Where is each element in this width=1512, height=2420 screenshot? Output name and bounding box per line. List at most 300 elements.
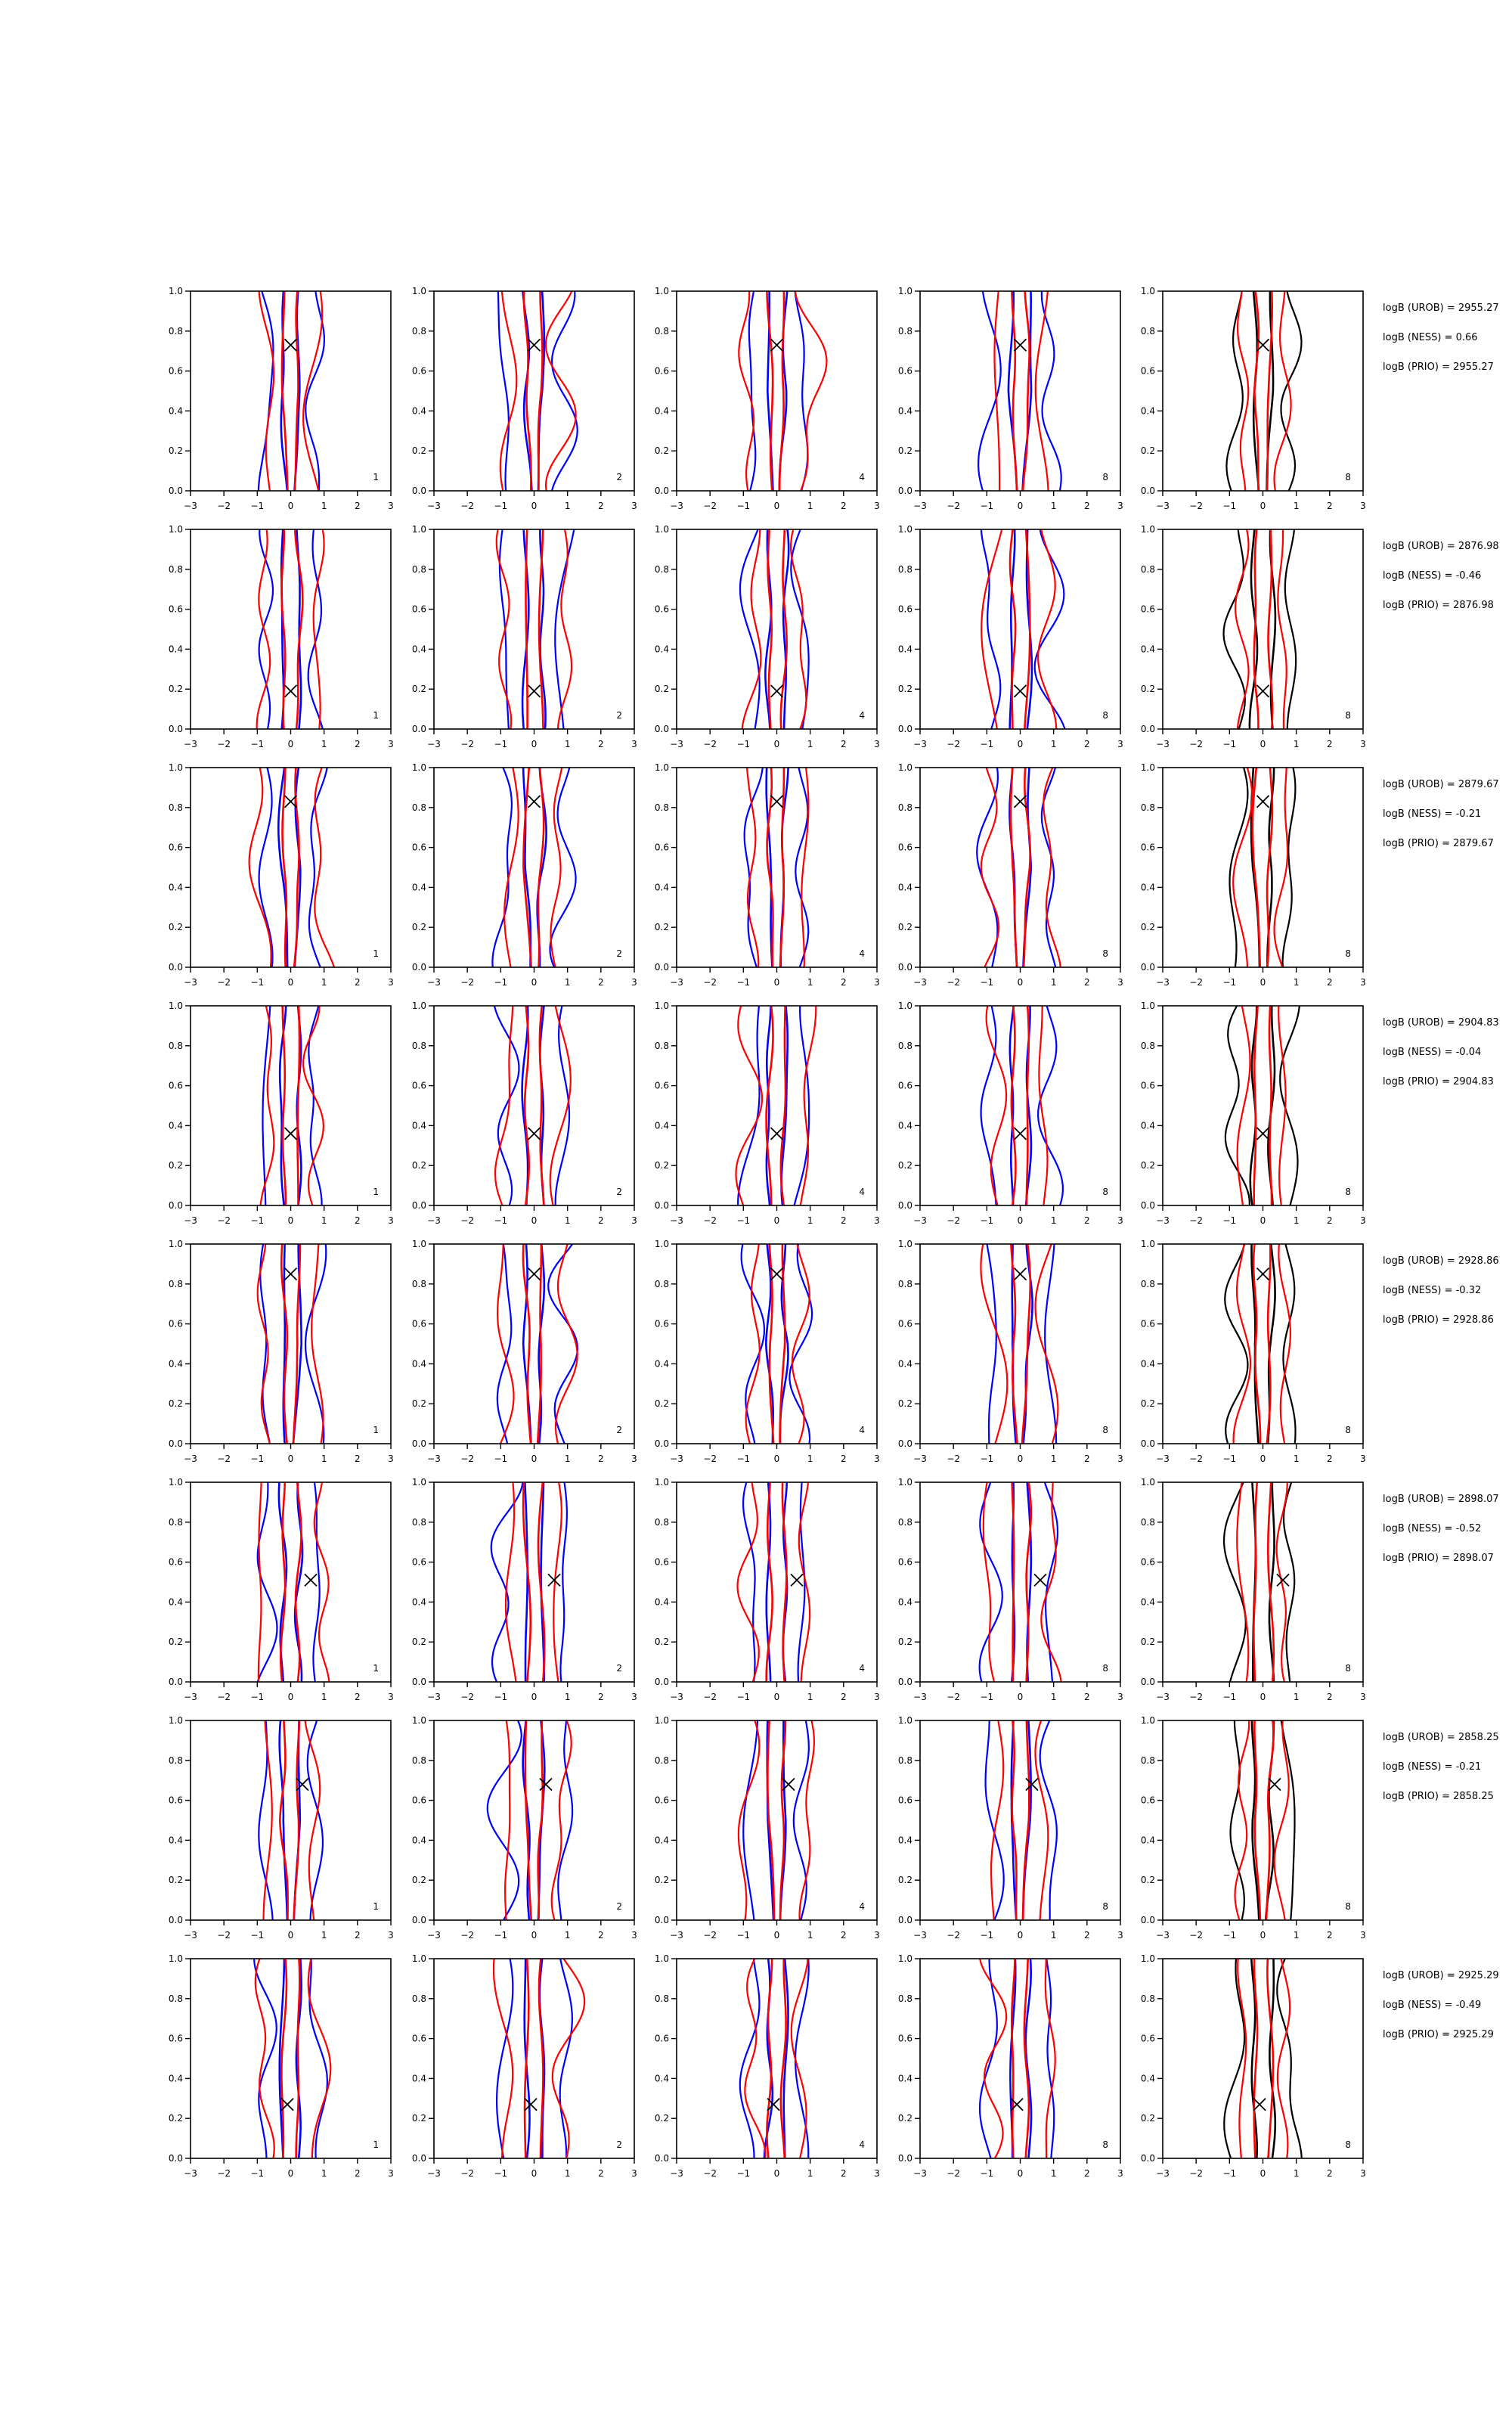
x-tick-label: 2 bbox=[598, 501, 604, 511]
x-tick-label: 0 bbox=[1259, 1930, 1266, 1941]
y-tick-label: 0.8 bbox=[1140, 325, 1155, 337]
y-tick-label: 1.0 bbox=[411, 762, 426, 773]
black-contour-2 bbox=[1225, 986, 1300, 1226]
panel-label: 4 bbox=[859, 710, 865, 721]
x-tick-label: 1 bbox=[807, 1930, 813, 1941]
y-tick-label: 0.0 bbox=[1140, 1200, 1155, 1211]
x-tick-label: −3 bbox=[1156, 1692, 1170, 1702]
y-tick-label: 0.8 bbox=[168, 1040, 183, 1051]
x-tick-label: 1 bbox=[321, 1930, 327, 1941]
x-tick-label: −3 bbox=[1156, 2168, 1170, 2179]
y-tick-label: 0.6 bbox=[411, 1318, 426, 1329]
contour-lines bbox=[493, 986, 571, 1226]
y-tick-label: 0.0 bbox=[411, 724, 426, 734]
y-tick-label: 0.0 bbox=[1140, 1677, 1155, 1687]
blue-contour-2 bbox=[263, 986, 322, 1226]
red-contour-2 bbox=[979, 748, 1061, 988]
x-tick-label: −3 bbox=[670, 1215, 683, 1226]
y-tick-label: 0.4 bbox=[1140, 1358, 1155, 1370]
x-tick-label: 2 bbox=[841, 1930, 847, 1941]
axes-frame bbox=[434, 1482, 634, 1682]
panel-label: 1 bbox=[373, 1425, 379, 1435]
axes-frame bbox=[1163, 1006, 1363, 1205]
x-tick-label: 1 bbox=[1050, 977, 1057, 988]
y-tick-label: 0.8 bbox=[168, 563, 183, 575]
y-tick-label: 1.0 bbox=[654, 286, 669, 296]
x-tick-label: 2 bbox=[355, 1930, 361, 1941]
y-tick-label: 0.2 bbox=[168, 1160, 183, 1171]
x-tick-label: 0 bbox=[1017, 977, 1024, 988]
panel-r5-c5 bbox=[1141, 1224, 1366, 1464]
x-tick-label: −3 bbox=[670, 977, 683, 988]
y-tick-label: 0.6 bbox=[168, 1795, 183, 1806]
y-tick-label: 0.4 bbox=[411, 882, 426, 893]
y-tick-label: 1.0 bbox=[1140, 1477, 1155, 1488]
x-marker bbox=[771, 1128, 783, 1140]
blue-contour-2 bbox=[254, 1939, 327, 2179]
y-tick-label: 0.6 bbox=[168, 1318, 183, 1329]
y-tick-label: 0.6 bbox=[654, 365, 669, 377]
y-tick-label: 0.4 bbox=[411, 1358, 426, 1370]
x-tick-label: 3 bbox=[388, 1930, 394, 1941]
panel-label: 2 bbox=[616, 948, 622, 959]
x-marker bbox=[1257, 685, 1269, 697]
x-tick-label: 0 bbox=[287, 1215, 294, 1226]
y-tick-label: 0.8 bbox=[411, 1754, 426, 1766]
x-tick-label: −3 bbox=[913, 739, 927, 749]
x-tick-label: 2 bbox=[1327, 739, 1333, 749]
y-tick-label: 0.2 bbox=[1140, 1875, 1155, 1886]
x-tick-label: 3 bbox=[1117, 739, 1123, 749]
y-tick-label: 0.6 bbox=[411, 603, 426, 615]
y-tick-label: 0.0 bbox=[897, 2153, 912, 2164]
y-tick-label: 0.2 bbox=[654, 922, 669, 933]
y-tick-label: 0.2 bbox=[654, 1875, 669, 1886]
y-tick-label: 0.4 bbox=[411, 644, 426, 655]
y-tick-label: 0.2 bbox=[411, 1160, 426, 1171]
axes-frame bbox=[677, 1959, 877, 2158]
y-tick-label: 1.0 bbox=[411, 1001, 426, 1011]
x-tick-label: 0 bbox=[1017, 2168, 1024, 2179]
x-tick-label: 0 bbox=[773, 1454, 780, 1464]
y-tick-label: 0.0 bbox=[1140, 1438, 1155, 1449]
x-marker bbox=[1034, 1574, 1046, 1586]
y-tick-label: 0.4 bbox=[168, 644, 183, 655]
y-tick-label: 0.0 bbox=[168, 2153, 183, 2164]
x-tick-label: −1 bbox=[980, 1692, 994, 1702]
panel-label: 8 bbox=[1102, 948, 1108, 959]
panel-label: 4 bbox=[859, 1187, 865, 1197]
x-tick-label: −1 bbox=[494, 501, 508, 511]
x-tick-label: −1 bbox=[736, 739, 751, 749]
x-tick-label: 1 bbox=[564, 977, 571, 988]
y-tick-label: 0.8 bbox=[411, 1516, 426, 1528]
y-tick-label: 0.8 bbox=[411, 1993, 426, 2004]
x-tick-label: 1 bbox=[1050, 501, 1057, 511]
y-tick-label: 1.0 bbox=[168, 1477, 183, 1488]
x-tick-label: 3 bbox=[1117, 2168, 1123, 2179]
y-tick-label: 0.4 bbox=[1140, 405, 1155, 417]
panel-r6-c4 bbox=[898, 1463, 1123, 1702]
x-tick-label: −2 bbox=[703, 1692, 717, 1702]
panel-r4-c2 bbox=[412, 986, 637, 1226]
panel-r4-c4 bbox=[898, 986, 1123, 1226]
contour-lines bbox=[740, 1939, 809, 2179]
y-tick-label: 0.4 bbox=[654, 1120, 669, 1131]
y-tick-label: 0.2 bbox=[897, 445, 912, 457]
panel-label: 4 bbox=[859, 948, 865, 959]
y-tick-label: 0.0 bbox=[168, 962, 183, 973]
x-tick-label: 0 bbox=[287, 501, 294, 511]
x-tick-label: 1 bbox=[321, 1215, 327, 1226]
x-tick-label: 0 bbox=[531, 1454, 538, 1464]
x-tick-label: −2 bbox=[460, 1930, 475, 1941]
y-tick-label: 0.4 bbox=[168, 1358, 183, 1370]
x-tick-label: −3 bbox=[184, 1215, 197, 1226]
black-contour-2 bbox=[1231, 1701, 1295, 1941]
logb-annotation: logB (NESS) = -0.04 bbox=[1383, 1047, 1482, 1058]
x-marker bbox=[1015, 796, 1027, 808]
x-tick-label: −2 bbox=[460, 739, 475, 749]
panel-r8-c3 bbox=[655, 1939, 880, 2179]
y-tick-label: 0.0 bbox=[168, 1438, 183, 1449]
panel-r2-c3 bbox=[655, 510, 880, 749]
y-tick-label: 0.2 bbox=[1140, 2113, 1155, 2124]
y-tick-label: 1.0 bbox=[168, 1239, 183, 1249]
logb-annotation: logB (UROB) = 2898.07 bbox=[1383, 1494, 1499, 1505]
x-tick-label: −1 bbox=[980, 501, 994, 511]
y-tick-label: 0.8 bbox=[411, 325, 426, 337]
x-tick-label: −1 bbox=[980, 739, 994, 749]
black-contour-2 bbox=[1224, 510, 1297, 749]
y-tick-label: 0.0 bbox=[654, 724, 669, 734]
y-tick-label: 0.8 bbox=[168, 1516, 183, 1528]
x-marker bbox=[296, 1778, 308, 1790]
x-tick-label: −3 bbox=[1156, 1930, 1170, 1941]
x-tick-label: −2 bbox=[1189, 1454, 1204, 1464]
x-tick-label: 0 bbox=[773, 1692, 780, 1702]
y-tick-label: 1.0 bbox=[1140, 286, 1155, 296]
y-tick-label: 0.8 bbox=[1140, 1516, 1155, 1528]
y-tick-label: 0.4 bbox=[897, 644, 912, 655]
y-tick-label: 0.2 bbox=[654, 445, 669, 457]
y-tick-label: 0.4 bbox=[897, 1835, 912, 1846]
axes-frame bbox=[434, 1959, 634, 2158]
y-tick-label: 0.6 bbox=[654, 2033, 669, 2044]
x-tick-label: −3 bbox=[184, 2168, 197, 2179]
contour-lines bbox=[979, 1939, 1055, 2179]
y-tick-label: 0.2 bbox=[411, 2113, 426, 2124]
y-tick-label: 0.8 bbox=[654, 1278, 669, 1289]
x-tick-label: −1 bbox=[494, 2168, 508, 2179]
contour-lines bbox=[1230, 748, 1296, 988]
y-tick-label: 0.6 bbox=[1140, 603, 1155, 615]
x-marker bbox=[1015, 1268, 1027, 1280]
x-tick-label: −1 bbox=[736, 2168, 751, 2179]
x-tick-label: −1 bbox=[980, 1215, 994, 1226]
logb-annotation: logB (NESS) = -0.46 bbox=[1383, 570, 1482, 582]
y-tick-label: 0.2 bbox=[654, 1160, 669, 1171]
x-marker bbox=[1257, 1128, 1269, 1140]
x-tick-label: 1 bbox=[1293, 1930, 1300, 1941]
x-tick-label: 0 bbox=[773, 977, 780, 988]
panel-r8-c1 bbox=[169, 1939, 394, 2179]
x-tick-label: 3 bbox=[388, 1215, 394, 1226]
x-tick-label: 0 bbox=[1017, 1692, 1024, 1702]
x-tick-label: −1 bbox=[980, 2168, 994, 2179]
x-tick-label: −2 bbox=[1189, 1215, 1204, 1226]
blue-contour-2 bbox=[978, 271, 1061, 511]
y-tick-label: 1.0 bbox=[1140, 1715, 1155, 1726]
red-contour-2 bbox=[1238, 271, 1291, 511]
x-tick-label: 2 bbox=[841, 1454, 847, 1464]
contour-lines bbox=[745, 748, 809, 988]
x-tick-label: −2 bbox=[703, 1930, 717, 1941]
y-tick-label: 1.0 bbox=[168, 524, 183, 535]
contour-lines bbox=[497, 271, 578, 511]
x-tick-label: −2 bbox=[1189, 2168, 1204, 2179]
red-contour-1 bbox=[525, 1939, 543, 2179]
x-tick-label: 3 bbox=[631, 977, 637, 988]
x-tick-label: 0 bbox=[1259, 1692, 1266, 1702]
contour-lines bbox=[739, 271, 826, 511]
x-tick-label: 0 bbox=[1259, 977, 1266, 988]
x-tick-label: −3 bbox=[184, 1930, 197, 1941]
x-tick-label: −3 bbox=[670, 1930, 683, 1941]
y-tick-label: 1.0 bbox=[411, 1715, 426, 1726]
y-tick-label: 1.0 bbox=[411, 1953, 426, 1964]
y-tick-label: 0.2 bbox=[411, 1398, 426, 1410]
y-tick-label: 0.6 bbox=[654, 1795, 669, 1806]
logb-annotation: logB (UROB) = 2858.25 bbox=[1383, 1732, 1499, 1743]
panel-r1-c3 bbox=[655, 271, 880, 511]
panel-label: 1 bbox=[373, 1187, 379, 1197]
x-tick-label: −2 bbox=[217, 1692, 231, 1702]
y-tick-label: 0.8 bbox=[1140, 1993, 1155, 2004]
x-tick-label: −2 bbox=[460, 977, 475, 988]
x-tick-label: 2 bbox=[1084, 1930, 1090, 1941]
x-tick-label: 1 bbox=[1293, 501, 1300, 511]
y-tick-label: 0.6 bbox=[168, 1080, 183, 1091]
red-contour-2 bbox=[981, 1224, 1058, 1464]
red-contour-2 bbox=[506, 1463, 562, 1702]
x-tick-label: −3 bbox=[913, 1930, 927, 1941]
contour-lines bbox=[257, 510, 324, 749]
x-tick-label: −3 bbox=[1156, 739, 1170, 749]
panel-label: 1 bbox=[373, 948, 379, 959]
y-tick-label: 0.4 bbox=[897, 405, 912, 417]
x-tick-label: 0 bbox=[531, 977, 538, 988]
x-tick-label: 0 bbox=[531, 739, 538, 749]
panel-label: 8 bbox=[1345, 2139, 1351, 2150]
y-tick-label: 1.0 bbox=[1140, 524, 1155, 535]
logb-annotation: logB (UROB) = 2876.98 bbox=[1383, 541, 1499, 552]
y-tick-label: 0.8 bbox=[654, 325, 669, 337]
x-tick-label: 1 bbox=[807, 2168, 813, 2179]
x-tick-label: 3 bbox=[874, 977, 880, 988]
panel-r7-c1 bbox=[169, 1701, 394, 1941]
x-marker bbox=[285, 1128, 297, 1140]
y-tick-label: 1.0 bbox=[168, 762, 183, 773]
y-tick-label: 0.6 bbox=[1140, 1318, 1155, 1329]
y-tick-label: 0.6 bbox=[1140, 1080, 1155, 1091]
x-tick-label: −2 bbox=[460, 1215, 475, 1226]
x-tick-label: 3 bbox=[1360, 1930, 1366, 1941]
panel-label: 2 bbox=[616, 472, 622, 482]
panel-label: 8 bbox=[1345, 948, 1351, 959]
x-tick-label: 1 bbox=[1050, 2168, 1057, 2179]
y-tick-label: 0.0 bbox=[411, 1200, 426, 1211]
x-tick-label: −2 bbox=[217, 1454, 231, 1464]
x-tick-label: 3 bbox=[631, 1215, 637, 1226]
x-tick-label: 2 bbox=[1327, 1930, 1333, 1941]
x-tick-label: −3 bbox=[427, 1454, 441, 1464]
logb-annotation: logB (PRIO) = 2925.29 bbox=[1383, 2029, 1494, 2040]
x-tick-label: 1 bbox=[1293, 2168, 1300, 2179]
logb-annotations bbox=[1383, 302, 1499, 2040]
x-tick-label: −2 bbox=[947, 1454, 961, 1464]
y-tick-label: 1.0 bbox=[654, 1953, 669, 1964]
panel-r8-c4 bbox=[898, 1939, 1123, 2179]
x-tick-label: −1 bbox=[250, 739, 265, 749]
x-marker bbox=[285, 339, 297, 351]
x-tick-label: 0 bbox=[1017, 501, 1024, 511]
x-tick-label: −3 bbox=[184, 1692, 197, 1702]
x-tick-label: −1 bbox=[1222, 1692, 1237, 1702]
y-tick-label: 0.0 bbox=[897, 1200, 912, 1211]
x-tick-label: 1 bbox=[1050, 1930, 1057, 1941]
y-tick-label: 0.6 bbox=[411, 1556, 426, 1568]
x-tick-label: 0 bbox=[773, 739, 780, 749]
y-tick-label: 0.0 bbox=[1140, 962, 1155, 973]
y-tick-label: 0.0 bbox=[897, 962, 912, 973]
x-tick-label: −1 bbox=[494, 977, 508, 988]
panel-r7-c5 bbox=[1141, 1701, 1366, 1941]
red-contour-2 bbox=[745, 1939, 808, 2179]
x-tick-label: 2 bbox=[841, 977, 847, 988]
y-tick-label: 0.8 bbox=[654, 1754, 669, 1766]
y-tick-label: 0.2 bbox=[1140, 684, 1155, 695]
x-tick-label: 2 bbox=[1327, 1692, 1333, 1702]
x-tick-label: 3 bbox=[388, 1692, 394, 1702]
y-tick-label: 0.8 bbox=[1140, 802, 1155, 813]
x-tick-label: −2 bbox=[947, 501, 961, 511]
panel-label: 8 bbox=[1102, 1187, 1108, 1197]
blue-contour-2 bbox=[977, 748, 1058, 988]
y-tick-label: 0.2 bbox=[1140, 1398, 1155, 1410]
y-tick-label: 0.0 bbox=[411, 2153, 426, 2164]
y-tick-label: 0.0 bbox=[411, 1438, 426, 1449]
panel-r6-c2 bbox=[412, 1463, 637, 1702]
x-tick-label: 0 bbox=[1259, 1454, 1266, 1464]
contour-lines bbox=[259, 1701, 323, 1941]
x-tick-label: 3 bbox=[874, 1930, 880, 1941]
x-marker bbox=[1253, 2099, 1266, 2111]
x-marker bbox=[305, 1574, 317, 1586]
y-tick-label: 0.4 bbox=[168, 2073, 183, 2084]
y-tick-label: 0.6 bbox=[654, 1556, 669, 1568]
y-tick-label: 1.0 bbox=[897, 762, 912, 773]
x-tick-label: 1 bbox=[321, 739, 327, 749]
y-tick-label: 0.8 bbox=[897, 563, 912, 575]
x-tick-label: −2 bbox=[947, 739, 961, 749]
x-tick-label: 3 bbox=[388, 739, 394, 749]
y-tick-label: 0.6 bbox=[897, 1795, 912, 1806]
axes-frame bbox=[1163, 291, 1363, 491]
x-tick-label: 2 bbox=[598, 739, 604, 749]
y-tick-label: 0.0 bbox=[411, 1677, 426, 1687]
y-tick-label: 0.0 bbox=[168, 1200, 183, 1211]
x-tick-label: −3 bbox=[1156, 501, 1170, 511]
red-contour-2 bbox=[256, 1939, 331, 2179]
x-tick-label: 1 bbox=[564, 1692, 571, 1702]
y-tick-label: 1.0 bbox=[897, 1001, 912, 1011]
panel-label: 8 bbox=[1102, 710, 1108, 721]
x-tick-label: 1 bbox=[1293, 1215, 1300, 1226]
y-tick-label: 0.8 bbox=[654, 802, 669, 813]
blue-contour-2 bbox=[497, 271, 578, 511]
x-tick-label: −3 bbox=[184, 739, 197, 749]
x-tick-label: −1 bbox=[980, 1930, 994, 1941]
contour-lines bbox=[497, 510, 577, 749]
x-tick-label: −1 bbox=[1222, 739, 1237, 749]
y-tick-label: 0.8 bbox=[654, 563, 669, 575]
x-tick-label: −2 bbox=[703, 1454, 717, 1464]
x-tick-label: 2 bbox=[598, 1215, 604, 1226]
blue-contour-2 bbox=[740, 1939, 809, 2179]
blue-contour-1 bbox=[280, 1701, 300, 1941]
axes-frame bbox=[677, 529, 877, 729]
y-tick-label: 0.8 bbox=[654, 1993, 669, 2004]
x-tick-label: −1 bbox=[1222, 1215, 1237, 1226]
y-tick-label: 0.4 bbox=[654, 405, 669, 417]
red-contour-1 bbox=[1012, 1701, 1030, 1941]
red-contour-1 bbox=[1011, 748, 1030, 988]
y-tick-label: 0.8 bbox=[1140, 1040, 1155, 1051]
axes-frame bbox=[1163, 1482, 1363, 1682]
red-contour-2 bbox=[1233, 748, 1289, 988]
panel-r7-c4 bbox=[898, 1701, 1123, 1941]
y-tick-label: 0.0 bbox=[1140, 1915, 1155, 1925]
x-tick-label: −1 bbox=[250, 977, 265, 988]
panel-r4-c5 bbox=[1141, 986, 1366, 1226]
y-tick-label: 0.2 bbox=[654, 1637, 669, 1648]
y-tick-label: 0.4 bbox=[411, 1120, 426, 1131]
red-contour-2 bbox=[249, 748, 337, 988]
x-marker bbox=[771, 339, 783, 351]
contour-lines bbox=[1225, 986, 1300, 1226]
x-tick-label: −2 bbox=[947, 1215, 961, 1226]
x-tick-label: 1 bbox=[1050, 1692, 1057, 1702]
panel-r8-c5 bbox=[1141, 1939, 1366, 2179]
x-tick-label: 2 bbox=[1084, 2168, 1090, 2179]
x-tick-label: 2 bbox=[1327, 1215, 1333, 1226]
x-tick-label: 0 bbox=[1259, 2168, 1266, 2179]
x-marker bbox=[540, 1778, 552, 1790]
y-tick-label: 0.8 bbox=[897, 1278, 912, 1289]
x-marker bbox=[1015, 685, 1027, 697]
x-marker bbox=[1257, 796, 1269, 808]
y-tick-label: 0.6 bbox=[654, 1080, 669, 1091]
panel-r6-c5 bbox=[1141, 1463, 1366, 1702]
red-contour-2 bbox=[1238, 986, 1286, 1226]
x-tick-label: −3 bbox=[427, 739, 441, 749]
x-tick-label: 3 bbox=[1117, 501, 1123, 511]
red-contour-1 bbox=[1253, 1224, 1270, 1464]
y-tick-label: 1.0 bbox=[897, 1239, 912, 1249]
blue-contour-2 bbox=[259, 1701, 323, 1941]
y-tick-label: 0.2 bbox=[1140, 1160, 1155, 1171]
